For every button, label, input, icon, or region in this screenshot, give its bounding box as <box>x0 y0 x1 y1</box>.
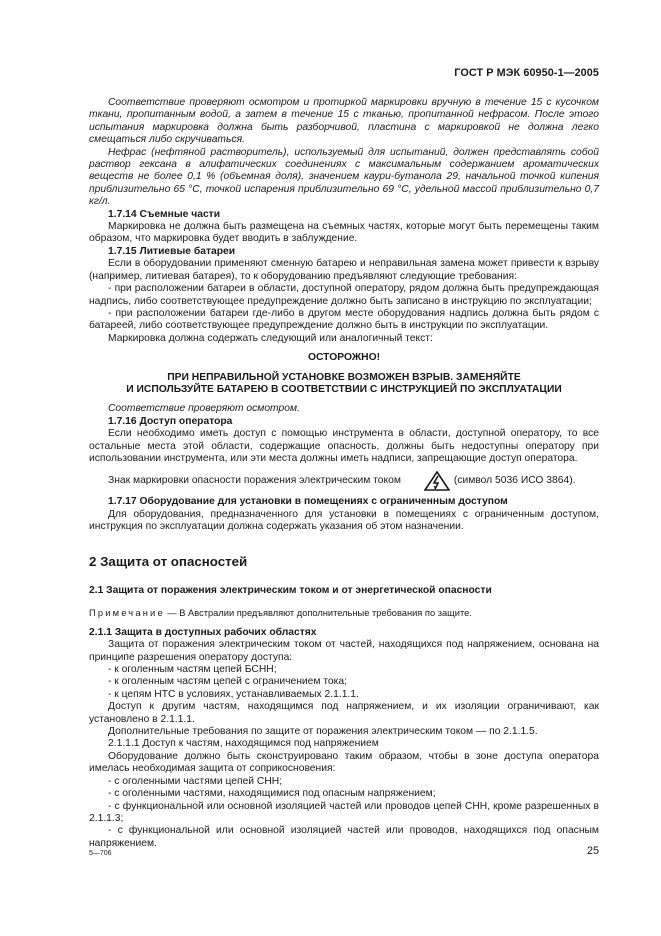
list-item: - к оголенным частям цепей БСНН; <box>108 664 277 676</box>
standard-header: ГОСТ Р МЭК 60950-1—2005 <box>454 67 599 79</box>
clause-heading-1-7-17: 1.7.17 Оборудование для установки в помещениях с ограниченным доступом <box>108 496 508 508</box>
list-item: - к цепям НТС в условиях, устанавливаемых 2.1.1.1. <box>108 688 359 700</box>
clause-heading-2-1-1: 2.1.1 Защита в доступных рабочих областях <box>89 626 317 638</box>
list-item: - при расположении батареи в области, доступной оператору, рядом должна быть предупреждающая надпись, либо соответствующее предупреждение должно быть записано в инструкцию по эксплуатации; <box>89 283 599 307</box>
paragraph: Оборудование должно быть сконструировано таким образом, чтобы в зоне доступа оператора имелась необходимая защита от соприкосновения: <box>89 750 599 775</box>
symbol-text-after: (символ 5036 ИСО 3864). <box>453 475 576 487</box>
clause-heading-1-7-14: 1.7.14 Съемные части <box>108 208 221 220</box>
note-label: Примечание <box>89 608 165 619</box>
paragraph: Если в оборудовании применяют сменную батарею и неправильная замена может привести к взрыву (например, литиевая батарея), то к оборудованию предъявляют следующие требования: <box>89 258 599 282</box>
list-item: - с функциональной или основной изоляцией частей или проводов цепей СНН, кроме разрешенных в 2.1.1.3; <box>89 800 599 824</box>
paragraph: Маркировка не должна быть размещена на съемных частях, которые могут быть перемещены таким образом, что маркировка будет вводить в заблуждение. <box>89 221 599 245</box>
paragraph: Дополнительные требования по защите от поражения электрическим током — по 2.1.1.5. <box>108 726 538 738</box>
paragraph: Соответствие проверяют осмотром. <box>108 403 300 415</box>
paragraph: Доступ к другим частям, находящимся под напряжением, и их изоляции ограничивают, как установлено в 2.1.1.1. <box>89 701 599 725</box>
section-heading-2: 2 Защита от опасностей <box>89 553 248 569</box>
subsection-heading-2-1: 2.1 Защита от поражения электрическим током и от энергетической опасности <box>89 585 492 596</box>
paragraph: Защита от поражения электрическим током от частей, находящихся под напряжением, основана на принципе разрешения оператору доступа: <box>89 639 599 663</box>
warning-line: ПРИ НЕПРАВИЛЬНОЙ УСТАНОВКЕ ВОЗМОЖЕН ВЗРЫВ. ЗАМЕНЯЙТЕ <box>167 371 521 383</box>
symbol-line <box>89 471 599 491</box>
clause-heading-1-7-16: 1.7.16 Доступ оператора <box>108 415 233 427</box>
print-code: 5—706 <box>89 850 112 857</box>
symbol-text-before: Знак маркировки опасности поражения электрическим током <box>108 475 401 487</box>
clause-heading-1-7-15: 1.7.15 Литиевые батареи <box>108 245 236 257</box>
paragraph: Нефрас (нефтяной растворитель), используемый для испытаний, должен представлять собой раствор гексана в алифатических соединениях с максимальным содержанием ароматических веществ не более 0,1 % (объемная доля), значением каури-бутанола 29, начальной точкой кипения приблизительно 65 °С, точкой испарения приблизительно 69 °С, удельной массой приблизительно 0,7 кг/л. <box>89 146 599 208</box>
note <box>89 607 599 619</box>
list-item: - с оголенными частями цепей СНН; <box>108 775 283 787</box>
warning-line: И ИСПОЛЬЗУЙТЕ БАТАРЕЮ В СООТВЕТСТВИИ С ИНСТРУКЦИЕЙ ПО ЭКСПЛУАТАЦИИ <box>126 383 562 395</box>
high-voltage-warning-icon <box>405 471 431 491</box>
list-item: - к оголенным частям цепей с ограничением тока; <box>108 676 347 688</box>
paragraph: Для оборудования, предназначенного для установки в помещениях с ограниченным доступом, инструкция по эксплуатации должна содержать указания об этом назначении. <box>89 508 599 533</box>
paragraph: Маркировка должна содержать следующий или аналогичный текст: <box>108 332 433 344</box>
page-number: 25 <box>586 845 599 857</box>
note-text: — В Австралии предъявляют дополнительные требования по защите. <box>164 608 472 619</box>
clause-heading-2-1-1-1: 2.1.1.1 Доступ к частям, находящимся под напряжением <box>108 738 379 750</box>
page-content <box>89 97 599 850</box>
list-item: - с оголенными частями, находящимися под опасным напряжением; <box>108 788 436 800</box>
list-item: - с функциональной или основной изоляцией частей или проводов, находящихся под опасным напряжением. <box>89 825 599 849</box>
paragraph: Если необходимо иметь доступ с помощью инструмента в области, доступной оператору, то все остальные места этой области, содержащие опасность, должны быть недоступны оператору при использовании инструмента, или эти места должны иметь надписи, запрещающие доступ оператора. <box>89 428 599 464</box>
list-item: - при расположении батареи где-либо в другом месте оборудования надпись должна быть рядом с батареей, либо соответствующее предупреждение должно быть в инструкции по эксплуатации. <box>89 307 599 332</box>
warning-title: ОСТОРОЖНО! <box>307 352 381 364</box>
paragraph: Соответствие проверяют осмотром и протиркой маркировки вручную в течение 15 с кусочком ткани, пропитанным водой, а затем в течение 15 с тканью, пропитанной нефрасом. После этого испытания маркировка должна быть разборчивой, пластина с маркировкой не должна легко смещаться либо скручиваться. <box>89 97 599 146</box>
